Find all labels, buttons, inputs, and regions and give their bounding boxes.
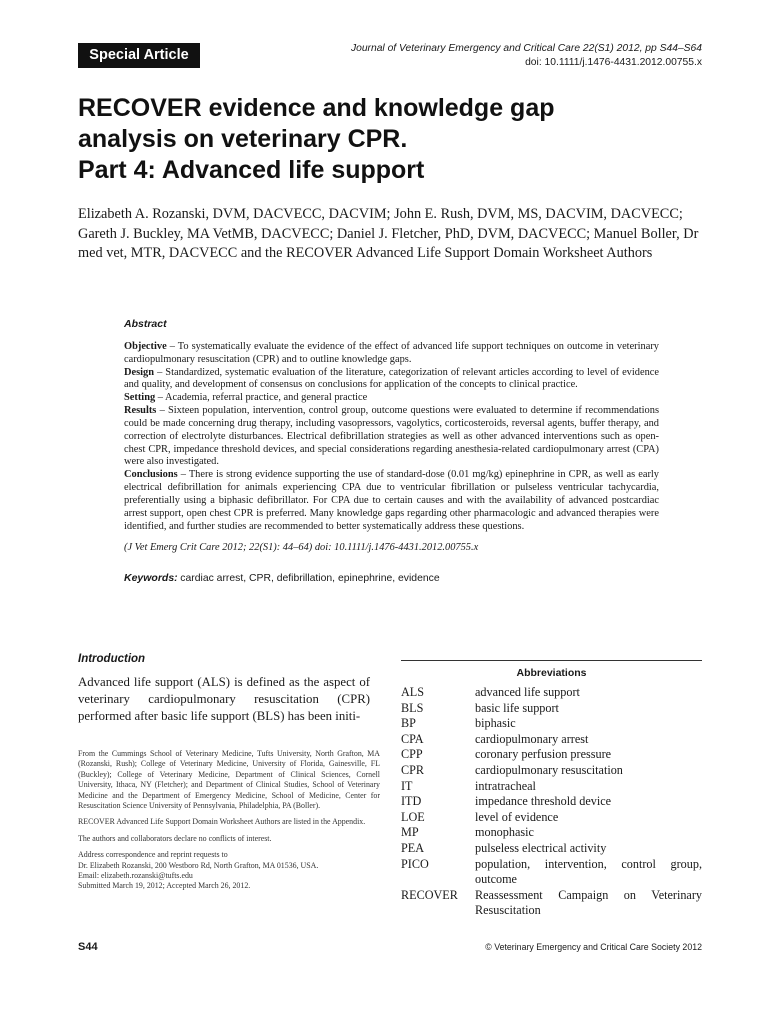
- journal-info: [351, 42, 702, 70]
- abbreviations-title: Abbreviations: [516, 667, 587, 679]
- affiliation-address: [78, 850, 380, 892]
- abbreviation-term: MP: [401, 825, 419, 840]
- affiliation-from: From the Cummings School of Veterinary Medicine, Tufts University, North Grafton, MA (Rozanski, Rush); College of Veterinary Medicine, University of Florida, Gainesville, FL (Buckley); College of Veterinary Medicine, Department of Clinical Sciences, Cornell University, Ithaca, NY (Fletcher); and Department of Clinical Studies, School of Veterinary Medicine and the Department of Emergency Medicine, School of Medicine, Center for Resuscitation Science University of Pennsylvania, Philadelphia, PA (Boller).: [78, 749, 380, 811]
- abbreviation-term: CPR: [401, 762, 425, 777]
- abbreviation-row: [401, 747, 702, 763]
- title-line-2: analysis on veterinary CPR.: [78, 125, 408, 153]
- address-line-2: Dr. Elizabeth Rozanski, 200 Westboro Rd, North Grafton, MA 01536, USA.: [78, 860, 319, 870]
- abstract-section: [124, 318, 659, 586]
- results-label: Results: [124, 405, 157, 417]
- title-line-3: Part 4: Advanced life support: [78, 156, 425, 184]
- abbreviation-definition: cardiopulmonary arrest: [475, 731, 589, 746]
- abstract-design: [124, 367, 659, 393]
- abbreviation-term: BP: [401, 716, 416, 731]
- abbreviation-term: PEA: [401, 840, 425, 855]
- abbreviation-row: [401, 716, 702, 732]
- abbreviation-row: [401, 732, 702, 748]
- abstract-results: [124, 405, 659, 469]
- introduction-text: Advanced life support (ALS) is defined as the aspect of veterinary cardiopulmonary resuscitation (CPR) performed after basic life support (BLS) has been initi-: [78, 675, 370, 723]
- title-line-1: RECOVER evidence and knowledge gap: [78, 94, 555, 122]
- abbreviation-row: [401, 794, 702, 810]
- abbreviation-definition: impedance threshold device: [475, 794, 612, 809]
- abbreviation-definition: intratracheal: [475, 778, 536, 793]
- abbreviation-term: CPP: [401, 747, 423, 762]
- abbreviation-row: [401, 825, 702, 841]
- article-title: [78, 93, 718, 186]
- design-label: Design: [124, 366, 155, 378]
- submission-dates: Submitted March 19, 2012; Accepted March 26, 2012.: [78, 881, 251, 891]
- abbreviation-definition: pulseless electrical activity: [475, 840, 607, 855]
- copyright-notice: © Veterinary Emergency and Critical Care Society 2012: [485, 942, 702, 952]
- keywords-line: [124, 572, 659, 586]
- abbreviation-row: [401, 888, 702, 919]
- abbreviation-row: [401, 857, 702, 888]
- abbreviation-row: [401, 763, 702, 779]
- abbreviation-definition: basic life support: [475, 700, 559, 715]
- affiliations-footnote: [78, 749, 380, 892]
- abbreviation-row: [401, 701, 702, 717]
- abbreviation-term: CPA: [401, 731, 424, 746]
- abbreviation-term: BLS: [401, 700, 424, 715]
- introduction-heading: Introduction: [78, 653, 146, 665]
- abbreviation-row: [401, 685, 702, 701]
- abbreviation-definition: population, intervention, control group, outcome: [475, 856, 702, 887]
- abbreviation-term: ALS: [401, 685, 425, 699]
- objective-text: – To systematically evaluate the evidence of the effect of advanced life support techniques on outcome in veterinary cardiopulmonary resuscitation (CPR) and to outline knowledge gaps.: [124, 340, 659, 365]
- abbreviation-definition: advanced life support: [475, 685, 580, 699]
- abbreviation-term: LOE: [401, 809, 425, 824]
- journal-doi: doi: 10.1111/j.1476-4431.2012.00755.x: [525, 57, 702, 68]
- abstract-citation: (J Vet Emerg Crit Care 2012; 22(S1): 44–64) doi: 10.1111/j.1476-4431.2012.00755.x: [124, 541, 479, 553]
- abbreviation-definition: monophasic: [475, 825, 534, 840]
- abbreviation-term: IT: [401, 778, 413, 793]
- conclusions-label: Conclusions: [124, 469, 178, 481]
- abbreviation-definition: coronary perfusion pressure: [475, 747, 612, 762]
- results-text: – Sixteen population, intervention, control group, outcome questions were evaluated to determine if recommendations could be made concerning drug therapy, including vasopressors, vagolytics, corticosteroids, reversal agents, buffer therapy, and correction of electrolyte disturbances. Electrical defibrillation strategies as well as other advanced interventions such as open-chest CPR, impedance threshold devices, and special considerations regarding anesthesia-related cardiopulmonary arrest (CPA) were also investigated.: [124, 405, 659, 468]
- affiliation-conflicts: The authors and collaborators declare no conflicts of interest.: [78, 833, 272, 843]
- address-email: Email: elizabeth.rozanski@tufts.edu: [78, 871, 193, 881]
- abbreviation-row: [401, 841, 702, 857]
- journal-citation: Journal of Veterinary Emergency and Critical Care 22(S1) 2012, pp S44–S64: [350, 43, 702, 54]
- setting-label: Setting: [124, 392, 156, 404]
- conclusions-text: – There is strong evidence supporting the use of standard-dose (0.01 mg/kg) epinephrine in CPR, as well as early electrical defibrillation for animals experiencing CPA due to ventricular fibrillation or pulseless ventricular tachycardia, preferentially using a biphasic defibrillator. For CPA due to certain causes and with the availability of advanced postcardiac arrest support, open chest CPR is preferred. Many knowledge gaps regarding other pharmacologic and advanced therapies were identified, and further studies are recommended to better systematically address these questions.: [124, 469, 659, 532]
- abbreviations-table: [401, 685, 702, 919]
- page-number: S44: [78, 941, 98, 953]
- abstract-conclusions: [124, 469, 659, 533]
- article-type-badge: Special Article: [78, 43, 200, 68]
- keywords-label: Keywords:: [124, 572, 178, 585]
- abbreviation-term: ITD: [401, 794, 422, 809]
- abstract-objective: [124, 341, 659, 367]
- address-line-1: Address correspondence and reprint requests to: [78, 850, 228, 860]
- abstract-heading: Abstract: [124, 318, 167, 330]
- author-list: Elizabeth A. Rozanski, DVM, DACVECC, DACVIM; John E. Rush, DVM, MS, DACVIM, DACVECC; Gareth J. Buckley, MA VetMB, DACVECC; Daniel J. Fletcher, PhD, DVM, DACVECC; Manuel Boller, Dr med vet, MTR, DACVECC and the RECOVER Advanced Life Support Domain Worksheet Authors: [78, 206, 699, 261]
- abbreviation-row: [401, 779, 702, 795]
- abbreviation-definition: level of evidence: [475, 809, 559, 824]
- abbreviations-box: [401, 660, 702, 919]
- design-text: – Standardized, systematic evaluation of the literature, categorization of relevant articles according to level of evidence and quality, and development of consensus on conclusions for application of the concepts to clinical practice.: [124, 366, 659, 391]
- abbreviation-term: RECOVER: [401, 887, 458, 902]
- abbreviation-definition: cardiopulmonary resuscitation: [475, 762, 623, 777]
- abbreviation-row: [401, 810, 702, 826]
- objective-label: Objective: [124, 340, 167, 352]
- abbreviation-definition: biphasic: [475, 716, 516, 731]
- abstract-setting: [124, 392, 659, 405]
- setting-text: – Academia, referral practice, and general practice: [155, 392, 368, 404]
- keywords-list: cardiac arrest, CPR, defibrillation, epinephrine, evidence: [180, 573, 440, 585]
- affiliation-appendix: RECOVER Advanced Life Support Domain Worksheet Authors are listed in the Appendix.: [78, 817, 366, 827]
- abbreviation-term: PICO: [401, 856, 429, 871]
- abbreviation-definition: Reassessment Campaign on Veterinary Resuscitation: [475, 887, 702, 918]
